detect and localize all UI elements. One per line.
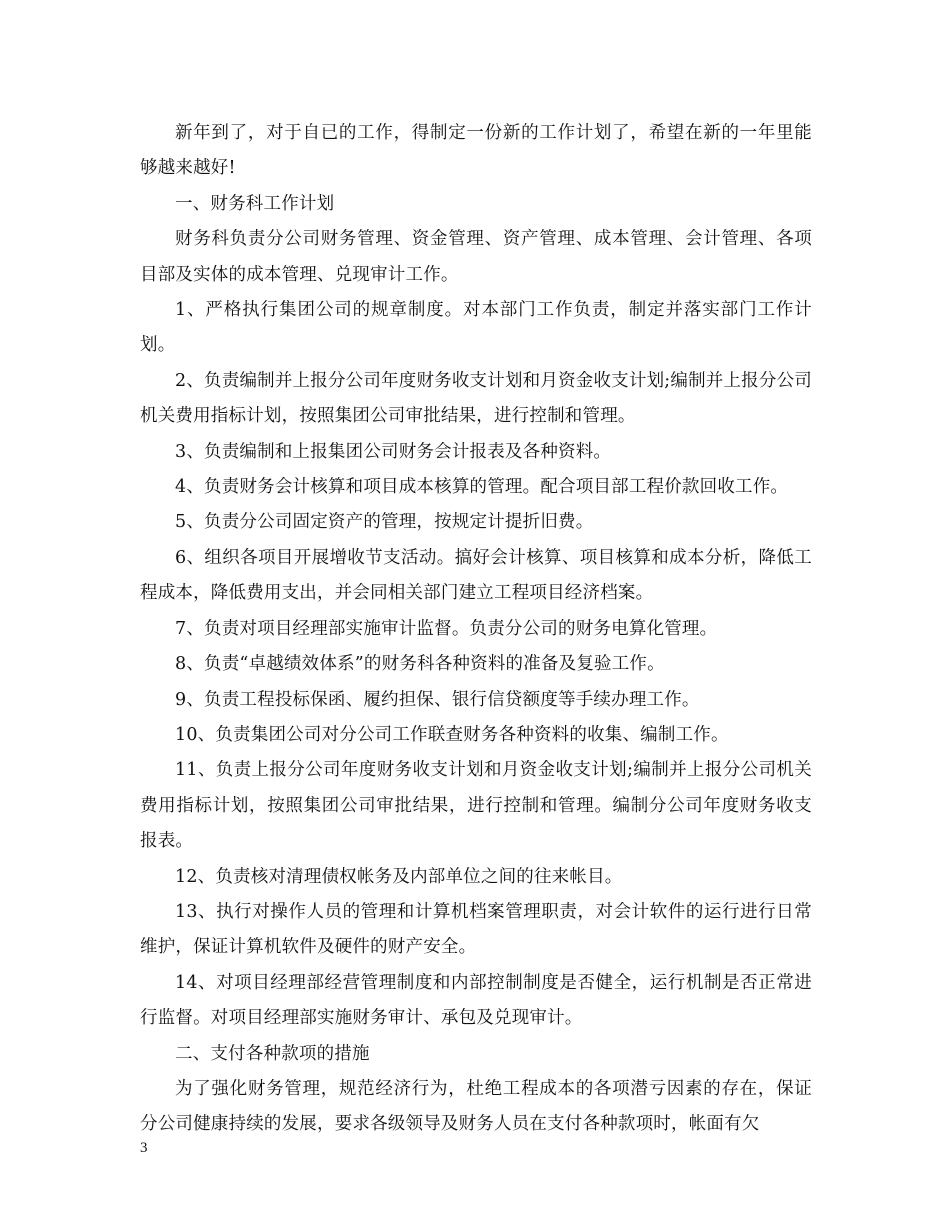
list-item-3: 3、负责编制和上报集团公司财务会计报表及各种资料。	[175, 441, 612, 462]
document-body	[140, 116, 812, 1143]
list-item-1: 1、严格执行集团公司的规章制度。对本部门工作负责，制定并落实部门工作计划。	[140, 300, 812, 356]
list-item-14: 14、对项目经理部经营管理制度和内部控制制度是否健全，运行机制是否正常进行监督。对项目经理部实施财务审计、承包及兑现审计。	[140, 972, 812, 1029]
list-item-12: 12、负责核对清理债权帐务及内部单位之间的往来帐目。	[175, 866, 623, 887]
paragraph-intro: 新年到了，对于自已的工作，得制定一份新的工作计划了，希望在新的一年里能够越来越好!	[140, 123, 812, 179]
list-item-11: 11、负责上报分公司年度财务收支计划和月资金收支计划;编制并上报分公司机关费用指标计划，按照集团公司审批结果，进行控制和管理。编制分公司年度财务收支报表。	[140, 760, 812, 852]
section-heading-payment-measures: 二、支付各种款项的措施	[175, 1043, 370, 1064]
list-item-2: 2、负责编制并上报分公司年度财务收支计划和月资金收支计划;编制并上报分公司机关费用指标计划，按照集团公司审批结果，进行控制和管理。	[140, 370, 812, 427]
paragraph-payment-measures: 为了强化财务管理，规范经济行为，杜绝工程成本的各项潜亏因素的存在，保证分公司健康持续的发展，要求各级领导及财务人员在支付各种款项时，帐面有欠	[140, 1078, 812, 1135]
list-item-8: 8、负责“卓越绩效体系”的财务科各种资料的准备及复验工作。	[175, 654, 665, 675]
section-heading-finance-plan: 一、财务科工作计划	[175, 193, 335, 214]
list-item-4: 4、负责财务会计核算和项目成本核算的管理。配合项目部工程价款回收工作。	[175, 477, 789, 498]
page-number: 3	[140, 1140, 148, 1156]
list-item-9: 9、负责工程投标保函、履约担保、银行信贷额度等手续办理工作。	[175, 689, 700, 710]
list-item-7: 7、负责对项目经理部实施审计监督。负责分公司的财务电算化管理。	[175, 618, 718, 639]
list-item-6: 6、组织各项目开展增收节支活动。搞好会计核算、项目核算和成本分析，降低工程成本，降低费用支出，并会同相关部门建立工程项目经济档案。	[140, 547, 812, 604]
list-item-13: 13、执行对操作人员的管理和计算机档案管理职责，对会计软件的运行进行日常维护，保证计算机软件及硬件的财产安全。	[140, 901, 812, 958]
list-item-10: 10、负责集团公司对分公司工作联查财务各种资料的收集、编制工作。	[175, 724, 729, 745]
list-item-5: 5、负责分公司固定资产的管理，按规定计提折旧费。	[175, 512, 594, 533]
paragraph-finance-duties: 财务科负责分公司财务管理、资金管理、资产管理、成本管理、会计管理、各项目部及实体的成本管理、兑现审计工作。	[140, 229, 812, 285]
